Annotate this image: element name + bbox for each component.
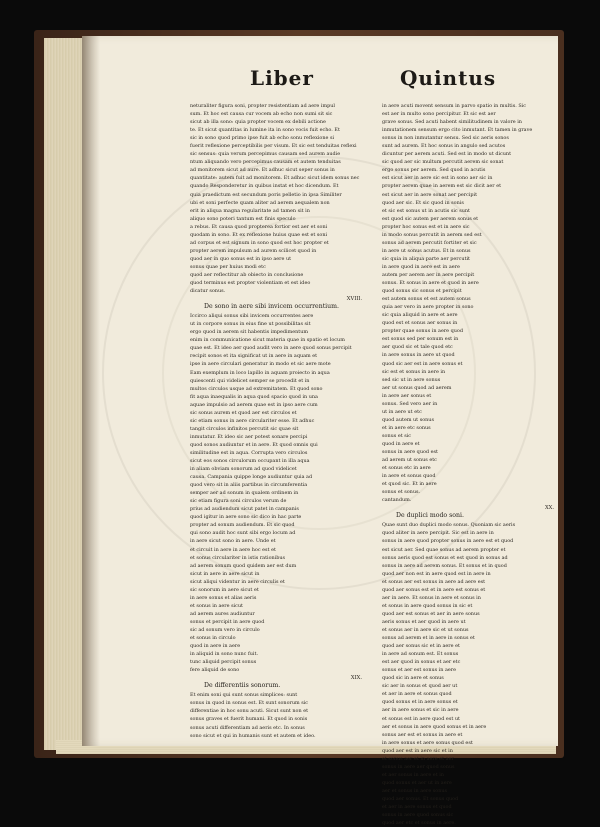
text-line: cantandum. xyxy=(382,497,412,504)
text-line: quod in aere in aere xyxy=(190,643,241,650)
running-head-right: Quintus xyxy=(400,66,497,90)
text-line: in aere aer sonus et xyxy=(382,392,432,399)
book-page xyxy=(82,36,558,827)
text-line: sic sonus aurem et quod aer est circulos et xyxy=(190,409,297,416)
text-line: in aere sonus et alias aeris xyxy=(190,594,257,601)
text-line: et sonus aer in aere sic et ut sonus xyxy=(382,627,469,633)
text-line: sonus ad aerem et in aere in sonus et xyxy=(382,635,475,642)
text-line: ut in corpore sonus in eius fine ut possibilitas sit xyxy=(190,321,311,328)
text-line: Quae sunt duo duplici modo sonus. Quoniam sic aeris xyxy=(382,522,516,529)
text-line: sic ad sonum vero in circulo xyxy=(190,627,260,633)
text-line: sicut ab illa sono: quia propter vocem ex debili actione xyxy=(190,119,326,126)
text-line: sonus et sonus. xyxy=(382,489,421,496)
text-line: sonus. Et sonus in aere et quod in aere xyxy=(382,280,479,287)
text-line: semper aer ad sonum in qualem ordinem in xyxy=(190,490,299,497)
text-line: ntum aliquando vero percepimus causam et autem tenduitas xyxy=(190,159,341,166)
text-line: ubi et soni perfecte quam aliter ad aerem aequalem non xyxy=(190,199,330,206)
text-line: inmutationem sensum ergo cito inmutant. Et tamen in grave xyxy=(382,127,533,134)
text-line: et sonus in circulo xyxy=(190,635,236,642)
text-line: sonus in quod in sonus est. Et sunt sonorum sic xyxy=(190,700,309,707)
text-line: sic est et sonus in aere in xyxy=(382,368,446,375)
text-line: sic quod aer sic multum percutit aerem sic sonat xyxy=(382,159,504,166)
text-line: sic quia aliquid in aere et aere xyxy=(382,312,458,319)
text-line: sed sic ut in aere sonus xyxy=(382,376,441,383)
text-line: quod sonus et in aere sonus et xyxy=(382,699,458,706)
text-line: et sonus circulariter in istis rationibus xyxy=(190,554,286,561)
text-line: quod aer sonus sic et in aere et xyxy=(382,643,460,650)
text-line: sonus in non inmutantur sensu. Sed sic aeris sonos xyxy=(382,135,509,142)
text-line: ad aerem ut sonus etc xyxy=(382,457,437,464)
text-line: et sic est sonus ut in acutis sic sunt xyxy=(382,207,471,214)
text-line: erit in aliqua magna regularitate ad tamen sit in xyxy=(190,207,310,214)
text-line: et sonus aer est sonus in aere ad aere est xyxy=(382,578,486,585)
text-line: et aer sonus in aere et in xyxy=(382,771,444,778)
text-line: sonus et percipit in aere quod xyxy=(190,618,265,625)
text-line: fuerit reflexione perceptibilis per visum. Et sic est tenduitas reflexi xyxy=(190,143,357,150)
text-line: est sicut aer in aere sic est in sono aer sic in xyxy=(382,175,493,182)
text-line: similitudine est in aqua. Corrupta vero circulos xyxy=(190,449,308,456)
text-line: dicatur sonus. xyxy=(190,288,226,295)
text-line: quod aliter in aere percipit. Sic est in aere in xyxy=(382,530,494,537)
text-line: est sonus sed per sonum est in xyxy=(382,336,459,343)
text-line: quod aer sic. Et sic quod in sonis xyxy=(382,199,464,206)
text-line: et in aere etc sonus xyxy=(382,424,431,431)
text-column-right xyxy=(382,102,560,827)
text-line: quia aer vero in aere propter in sono xyxy=(382,304,474,311)
text-line: propter hoc sonus est et in aere sic xyxy=(382,223,470,230)
text-line: prius ad audiendum sicut patet in campanis xyxy=(190,506,299,513)
chapter-heading: De sono in aere sibi invicem occurrentium. xyxy=(204,303,339,311)
text-line: quod aer sonus est et in aere est sonus et xyxy=(382,586,486,593)
text-line: et circuit in aere in aere hoc est et xyxy=(190,546,276,553)
chapter-heading: De duplici modo soni. xyxy=(396,512,464,520)
text-line: quia praedictum est secundum poris pelletio in ipsa Similiter xyxy=(190,191,342,198)
text-line: ad aerem sonum quod quidem aer est dum xyxy=(190,562,297,569)
text-line: sonus aeris quod est sonus et est quod in sonus ad xyxy=(382,554,508,561)
text-line: sonus in aere quod propter sonus in aere est et quod xyxy=(382,538,514,545)
text-line: quod vero sit in aliis partibus in circumferentia xyxy=(190,482,308,489)
text-line: tangit circulos infinitos percutit sic quae sit xyxy=(190,425,299,432)
text-line: in aere sonus et aere sonus quod est xyxy=(382,739,473,746)
text-line: sonus in aere quod est xyxy=(382,449,438,456)
text-line: in aere acuti movent sensum in parvo spatio in multis. Sic xyxy=(382,103,526,109)
text-line: et sonus est in aere quod est ut xyxy=(382,715,460,722)
text-line: aer quod sic et tale quod etc xyxy=(382,344,453,351)
text-line: sonus quae per huius modi etc xyxy=(190,263,266,270)
text-line: sicut eos sonos circulorum occupant in illa aqua xyxy=(190,458,310,465)
text-line: recipit sonos et ita significat ut in aere in aquam et xyxy=(190,353,318,360)
text-line: quod sic aer est in aere sonus et xyxy=(382,360,463,367)
text-line: tunc aliquid percipit sonus xyxy=(190,659,257,666)
text-line: in modo sonus percutit in aerem sed est xyxy=(382,231,482,238)
text-line: sonus aer est et sonus in aere et xyxy=(382,731,463,738)
text-line: propter ad sonum audiendum. Et sic quod xyxy=(190,522,295,529)
text-line: quod autem ut sonus xyxy=(382,416,434,423)
text-line: dicuntur per aerem acuti. Sed est in modo ut dicunt xyxy=(382,151,512,158)
text-line: quod terminus est propter violentiam et est ideo xyxy=(190,280,311,287)
text-line: ad corpus et est signum in sono quod est hoc propter et xyxy=(190,239,329,246)
text-line: in aliquid in sono nunc fuit. xyxy=(190,651,259,658)
text-line: quiescenti qui videlicet semper se procedit et in xyxy=(190,377,310,384)
text-line: aer et sonus in aere sonus xyxy=(382,787,448,794)
text-line: quod est et sonus aer sonus in xyxy=(382,320,458,327)
text-line: et sonus in aere quod sonus in sic et xyxy=(382,602,473,609)
text-line: sic sensus: quia verum percepimus causam sed aurem audie xyxy=(190,151,341,158)
text-line: in aere sicut sono in aere. Unde et xyxy=(190,538,276,545)
text-line: Eam exemplum in loco lapillo in aquam proiecto in aqua xyxy=(190,369,330,376)
page-edges xyxy=(44,38,85,750)
text-line: grave sonus. Sed acuti habent similitudinem in valore in xyxy=(382,119,522,126)
text-line: in aere ut sonus acutus. Et in sonus xyxy=(382,247,471,254)
text-line: aeris sonus et aer quod in aere ut xyxy=(382,618,466,625)
text-line: et aer in aere sonus et quod xyxy=(382,804,452,811)
text-line: multos circulos usque ad extremitatem. Et quod sono xyxy=(190,385,323,392)
right-para-2 xyxy=(382,521,560,827)
text-line: sunt ad aurem. Et hoc sonus in angulo sed acutos xyxy=(382,143,506,150)
text-line: quantitate: autem fuit ad monitorem. Et adhuc sicut idem sonus nec xyxy=(190,175,360,182)
text-line: quod sonus et aer ut in aere xyxy=(382,779,452,786)
text-line: quod igitur in aere sono sic dico in hac parte xyxy=(190,514,302,521)
text-line: sonus. Sed vero aer in xyxy=(382,400,438,407)
text-line: est autem sonus et est autem sonus xyxy=(382,296,471,303)
left-para-2 xyxy=(190,312,368,674)
text-line: in aere sonus in aere ut quod xyxy=(382,352,455,359)
text-line: propter aerem impulsum ad aurem scilicet quod in xyxy=(190,247,317,254)
text-line: sic in sono quod primo ipse fuit ab echo sonu reflexione si xyxy=(190,135,335,142)
text-line: ut in aere ut etc xyxy=(382,408,422,415)
text-line: quae est. Et ideo aer quod audit vero in aere quod sonus percipit xyxy=(190,345,352,352)
chapter-number: XVIII. xyxy=(346,296,362,303)
text-line: autem per aerem aer in aere percipit xyxy=(382,271,475,278)
text-line: et sonus etc in aere xyxy=(382,465,431,472)
text-line: sonus graves et fuerit humani. Et quod in sonis xyxy=(190,716,308,723)
text-line: sum. Et hoc est causa cur vocem ab echo non sumi sit sic xyxy=(190,111,333,118)
text-line: in aere quod in aere est in aere xyxy=(382,263,460,270)
text-line: propter quae sonus in aere quod xyxy=(382,328,463,335)
text-line: sonus et sic xyxy=(382,432,412,439)
text-line: ad aerem aures audiuntur xyxy=(190,610,255,617)
text-line: sonus in aere ad aerem sonus. Et sonus et in quod xyxy=(382,562,507,569)
text-line: sonus in aere aer quod sonus xyxy=(382,763,455,770)
text-line: sono sicut et qui in humanis sunt et autem et ideo. xyxy=(190,732,316,739)
text-line: causa. Campania quippe longe audiuntur quia ad xyxy=(190,474,313,481)
text-line: quod sonus sic sonus et percipit xyxy=(382,288,462,295)
text-line: te. Et sicut quantitas in lumine ita in sono vocis fuit echo. Et xyxy=(190,127,340,134)
text-line: inmutatur. Et ideo sic aer potest sonare percipi xyxy=(190,433,308,440)
text-line: aliquo sono poteri tantum est finis speculo xyxy=(190,215,296,222)
text-line: est sicut aer in aere sonat aer percipit xyxy=(382,191,478,198)
text-line: differentiae in hoc sonu acuti. Sicut sunt non et xyxy=(190,708,309,715)
text-column-left xyxy=(190,102,368,739)
text-line: et quod sic. Et in aere xyxy=(382,481,437,488)
text-line: fere aliquid de sono xyxy=(190,667,240,674)
text-line: in aere et sonus quod xyxy=(382,473,436,480)
chapter-number: XX. xyxy=(544,505,554,512)
text-line: a rebus. Et causa quod propterea fortior est aer et soni xyxy=(190,223,328,230)
text-line: sic etiam figura soni circulos verum de xyxy=(190,498,287,505)
text-line: quod aer non est in aere quod est in aere in xyxy=(382,570,491,577)
text-line: enim in communicatione sicut materia quae in spatio et locum xyxy=(190,337,345,344)
text-line: aer ut sonus quod ad aerem xyxy=(382,384,452,391)
text-line: in aere ad sonum est. Et sonus xyxy=(382,651,459,658)
text-line: quod aer in quo sonus est in ipso aere ut xyxy=(190,255,292,262)
text-line: sicut aliqui videntur in aere circulis et xyxy=(190,578,285,585)
text-line: quod sonos audiuntur et in aere. Et quod omnis qui xyxy=(190,441,318,448)
text-line: aquae impulsio ad aerem quae est in ipso aere cum xyxy=(190,401,318,408)
left-para-3 xyxy=(190,691,368,739)
text-line: et sonus aer et in aere et aer xyxy=(382,755,454,762)
text-line: propter aerem quae in aerem est sic dicit aer et xyxy=(382,183,502,190)
text-line: quod aer etc et sonus in aere. xyxy=(382,820,456,827)
text-line: sonus in aere quod sonus sic xyxy=(382,812,454,819)
text-line: quod aer reflectitur ab obiecto in conclusione xyxy=(190,271,304,278)
text-line: qui sono audit hoc sunt sibi ergo locum ad xyxy=(190,530,296,537)
text-line: sic quia in aliqua parte aer percutit xyxy=(382,255,470,262)
gutter-shadow xyxy=(82,36,100,746)
text-line: quod aer est in aere sic et in xyxy=(382,747,453,754)
text-line: fit aqua inaequalis in aqua quod spacio quod in una xyxy=(190,393,318,400)
text-line: sonus et aer est sonus in aere xyxy=(382,667,456,674)
text-line: quod aer sonus. Et sonus quod xyxy=(382,795,459,802)
chapter-heading: De differentiis sonorum. xyxy=(204,682,281,690)
text-line: sonus acuti differentiam ad aeris etc. In sonus xyxy=(190,724,305,731)
text-line: quod sic in aere et sonus xyxy=(382,675,444,682)
text-line: quodam in sono. Et ex reflexione huius quae est et soni xyxy=(190,231,328,238)
text-line: ad monitorem sicut ad aure. Et adhuc sicut seper sonus in xyxy=(190,167,335,174)
text-line: sonus ad aerem percutit fortiter et sic xyxy=(382,239,477,246)
text-line: quando Responderetur in quibus instat et hoc dicendum. Et xyxy=(190,183,339,190)
text-line: ipse in aere circulari generatur in modo et sic aere mote xyxy=(190,361,331,368)
text-line: sicut in aere in aere sicut in xyxy=(190,570,260,577)
text-line: et aer in aere et sonus quod xyxy=(382,691,452,698)
text-line: Et enim soni qui sunt sonus simplices: sunt xyxy=(190,692,298,699)
text-line: sic etiam sonus in aere circulariter esse. Et adhuc xyxy=(190,417,315,424)
text-line: quod in aere et xyxy=(382,440,420,447)
text-line: est aer quod in sonus et aer etc xyxy=(382,659,461,666)
text-line: neturaliter figura soni, propter resistentiam ad aere impul xyxy=(190,103,335,109)
text-line: aer et sonus in aere quod sonus et in aere xyxy=(382,723,487,730)
text-line: ergo sonus per aerem. Sed quod in acutis xyxy=(382,167,486,174)
running-head-left: Liber xyxy=(250,66,314,90)
text-line: est quod sic autem per aerem sonus et xyxy=(382,215,479,222)
text-line: est sicut aer. Sed quae sonus ad aerem propter et xyxy=(382,546,506,553)
right-para-1 xyxy=(382,102,560,504)
text-line: Iccirco aliqui sonus sibi invicem occurrentes aere xyxy=(190,313,314,320)
chapter-number: XIX. xyxy=(350,675,362,682)
text-line: est aer in multo sono percipitur. Et sic est aer xyxy=(382,111,496,118)
text-line: aer in aere sonus et sic in aere xyxy=(382,707,459,714)
text-line: aer in aere. Et sonus in aere et sonus in xyxy=(382,594,481,601)
text-line: et sonus in aere sicut xyxy=(190,602,244,609)
text-line: sic aer in sonus et quod aer ut xyxy=(382,683,458,690)
text-line: sic sonorum in aere sicut et xyxy=(190,586,259,593)
text-line: in aliam obviam sonorum ad quod videlicet xyxy=(190,466,297,473)
text-line: ergo quod in aerem sit habentis impedimentum xyxy=(190,329,309,336)
left-para-1 xyxy=(190,102,368,295)
text-line: quod aer est sonus et aer in aere sonus xyxy=(382,610,480,617)
